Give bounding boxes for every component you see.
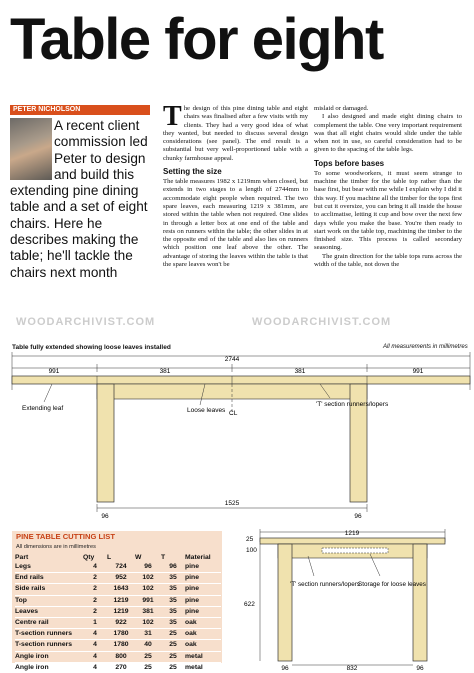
column-header: W — [135, 554, 142, 561]
table-cell: 35 — [161, 606, 185, 617]
dim-leaf-label: 381 — [294, 368, 306, 375]
cutting-list-subtitle: All dimensions are in millimetres — [16, 544, 96, 550]
paragraph: The grain direction for the table tops runs across the width of the table, not down the — [314, 252, 462, 269]
table-header-row — [15, 554, 221, 562]
table-cell: 102 — [135, 618, 161, 629]
paragraph: he design of this pine dining table and eight chairs was finalised after a few visits with my clients. They had a very good idea of what they wanted, but needed to discuss several design considerations (see panel). The end result is a substantial but very well-proportioned table with a chunky farmhouse appeal. — [163, 105, 308, 162]
page-title: Table for eight — [10, 7, 383, 72]
table-cell: 4 — [83, 662, 107, 673]
table-cell: 25 — [161, 651, 185, 662]
table-cell: 25 — [135, 662, 161, 673]
dim-leg-label: 96 — [101, 513, 109, 520]
table-row — [15, 595, 221, 606]
table-cell: 1219 — [107, 595, 135, 606]
extended-table-diagram — [0, 350, 474, 525]
table-row — [15, 606, 221, 617]
table-top — [12, 376, 470, 384]
callout-runners: 'T' section runners/lopers — [290, 581, 360, 588]
table-row — [15, 662, 221, 673]
intro-line: table and a set of eight — [10, 199, 148, 215]
table-row — [15, 629, 221, 640]
dim-end-label: 991 — [412, 368, 424, 375]
table-cell: 35 — [161, 573, 185, 584]
table-leg — [413, 544, 427, 661]
intro-line: describes making the — [10, 232, 139, 248]
dim-leg-label: 96 — [416, 665, 424, 670]
table-cell: 4 — [83, 629, 107, 640]
dim-height-label: 622 — [244, 601, 255, 608]
table-cell: 991 — [135, 595, 161, 606]
intro-line: table; he'll tackle the — [10, 248, 133, 264]
intro-line: commission led — [54, 134, 148, 150]
table-cell: 1780 — [107, 640, 135, 651]
author-byline: PETER NICHOLSON — [10, 105, 150, 115]
dim-width-label: 1219 — [344, 530, 360, 537]
table-row — [15, 618, 221, 629]
table-cell: 2 — [83, 584, 107, 595]
watermark: WOODARCHIVIST.COM — [252, 316, 392, 328]
intro-line: extending pine dining — [10, 183, 139, 199]
table-cell: 724 — [107, 562, 135, 573]
table-row — [15, 584, 221, 595]
section-heading: Setting the size — [163, 167, 222, 177]
cutting-list-table — [15, 554, 221, 673]
table-cell: 102 — [135, 573, 161, 584]
table-cell: 25 — [161, 629, 185, 640]
table-cell: 4 — [83, 651, 107, 662]
table-cell: 25 — [135, 651, 161, 662]
end-view-diagram — [230, 528, 474, 670]
table-cell: T-section runners — [15, 640, 83, 651]
table-cell: metal — [185, 651, 221, 662]
table-cell: 96 — [135, 562, 161, 573]
table-cell: 4 — [83, 640, 107, 651]
table-cell: 35 — [161, 595, 185, 606]
intro-line: Peter to design — [54, 150, 146, 166]
section-heading: Tops before bases — [314, 158, 385, 168]
table-cell: 35 — [161, 584, 185, 595]
table-cell: Angle iron — [15, 651, 83, 662]
drop-cap: T — [163, 101, 182, 132]
column-header: Part — [15, 554, 29, 561]
table-cell: pine — [185, 595, 221, 606]
table-cell: 25 — [161, 640, 185, 651]
table-cell: 40 — [135, 640, 161, 651]
intro-line: chairs next month — [10, 264, 118, 280]
table-cell: oak — [185, 640, 221, 651]
table-cell: 381 — [135, 606, 161, 617]
dim-total-label: 2744 — [224, 356, 240, 363]
table-cell: 952 — [107, 573, 135, 584]
dim-leaf-label: 381 — [159, 368, 171, 375]
diagram-caption: Table fully extended showing loose leaves installed — [12, 344, 171, 351]
intro-line: chairs. Here he — [10, 215, 103, 231]
table-cell: pine — [185, 562, 221, 573]
watermark: WOODARCHIVIST.COM — [16, 316, 156, 328]
cutting-list-title: PINE TABLE CUTTING LIST — [16, 532, 115, 541]
table-cell: 96 — [161, 562, 185, 573]
table-cell: oak — [185, 618, 221, 629]
callout-storage: Storage for loose leaves — [358, 581, 426, 588]
intro-line: and build this — [54, 166, 135, 182]
column-header: L — [107, 554, 112, 561]
table-cell: Top — [15, 595, 83, 606]
dim-rail-label: 100 — [246, 547, 257, 554]
column-header: Qty — [83, 554, 95, 561]
table-cell: 2 — [83, 573, 107, 584]
table-cell: 2 — [83, 606, 107, 617]
table-top — [260, 538, 445, 544]
table-cell: T-section runners — [15, 629, 83, 640]
table-cell: 1 — [83, 618, 107, 629]
paragraph: The table measures 1982 x 1219mm when closed, but extends in two stages to a length of 2744mm to accommodate eight people when required. The two spare leaves, each measuring 1219 x 381mm, are stored within the table when not required. One slides in through a letter box at one end of the table and rests on runners within the table; the other slides in at the opposite end of the table and also lies on runners which position one leaf above the other. The advantage of storing the leaves within the table is that the spare leaves won't be — [163, 178, 308, 269]
intro-standfirst — [10, 118, 158, 281]
table-row — [15, 562, 221, 573]
callout-loose-leaves: Loose leaves — [187, 407, 226, 414]
units-note: All measurements in millimetres — [383, 344, 468, 350]
table-cell: pine — [185, 584, 221, 595]
dim-end-label: 991 — [48, 368, 60, 375]
column-header: Material — [185, 554, 211, 561]
table-cell: 102 — [135, 584, 161, 595]
table-cell: pine — [185, 573, 221, 584]
column-header: T — [161, 554, 166, 561]
dim-top-label: 25 — [246, 536, 254, 543]
table-row — [15, 651, 221, 662]
table-cell: metal — [185, 662, 221, 673]
paragraph: To some woodworkers, it must seem strange to machine the timber for the table top rather than the base first, but bear with me while I explain why I did it this way. If you machine all the timber for the tops first but cut it oversize, you can bring it all inside the house to acclimatise, letting it cup and bow over the next few days while you make the base. You're then ready to start work on the table top, machining the timber to the finished size. This process is called secondary seasoning. — [314, 169, 462, 252]
dim-between-label: 832 — [346, 665, 358, 670]
table-row — [15, 573, 221, 584]
table-cell: 1219 — [107, 606, 135, 617]
table-cell: 4 — [83, 562, 107, 573]
table-cell: Angle iron — [15, 662, 83, 673]
table-cell: End rails — [15, 573, 83, 584]
callout-extending-leaf: Extending leaf — [22, 405, 64, 412]
callout-runners: 'T' section runners/lopers — [316, 401, 389, 408]
table-cell: Side rails — [15, 584, 83, 595]
table-cell: Legs — [15, 562, 83, 573]
table-cell: pine — [185, 606, 221, 617]
leaf-storage — [322, 548, 388, 553]
paragraph: I also designed and made eight dining chairs to complement the table. One very important requirement was that all eight chairs would slide under the table when not in use, so careful consideration had to be given to the spacing of the table legs. — [314, 113, 462, 154]
table-cell: oak — [185, 629, 221, 640]
table-cell: 1643 — [107, 584, 135, 595]
table-cell: 270 — [107, 662, 135, 673]
article-column-1 — [163, 101, 308, 269]
table-cell: 2 — [83, 595, 107, 606]
table-cell: Centre rail — [15, 618, 83, 629]
centre-line-mark: CL — [229, 410, 238, 417]
table-leg — [278, 544, 292, 661]
article-column-2 — [314, 105, 462, 269]
table-cell: 31 — [135, 629, 161, 640]
intro-line: A recent client — [54, 118, 140, 133]
paragraph: mislaid or damaged. — [314, 105, 369, 112]
table-cell: 922 — [107, 618, 135, 629]
dim-leg-label: 96 — [281, 665, 289, 670]
dim-between-legs: 1525 — [224, 500, 240, 507]
table-row — [15, 640, 221, 651]
table-cell: 800 — [107, 651, 135, 662]
table-cell: 35 — [161, 618, 185, 629]
table-cell: 1780 — [107, 629, 135, 640]
table-cell: 25 — [161, 662, 185, 673]
table-cell: Leaves — [15, 606, 83, 617]
dim-leg-label: 96 — [354, 513, 362, 520]
table-leg — [97, 384, 114, 502]
